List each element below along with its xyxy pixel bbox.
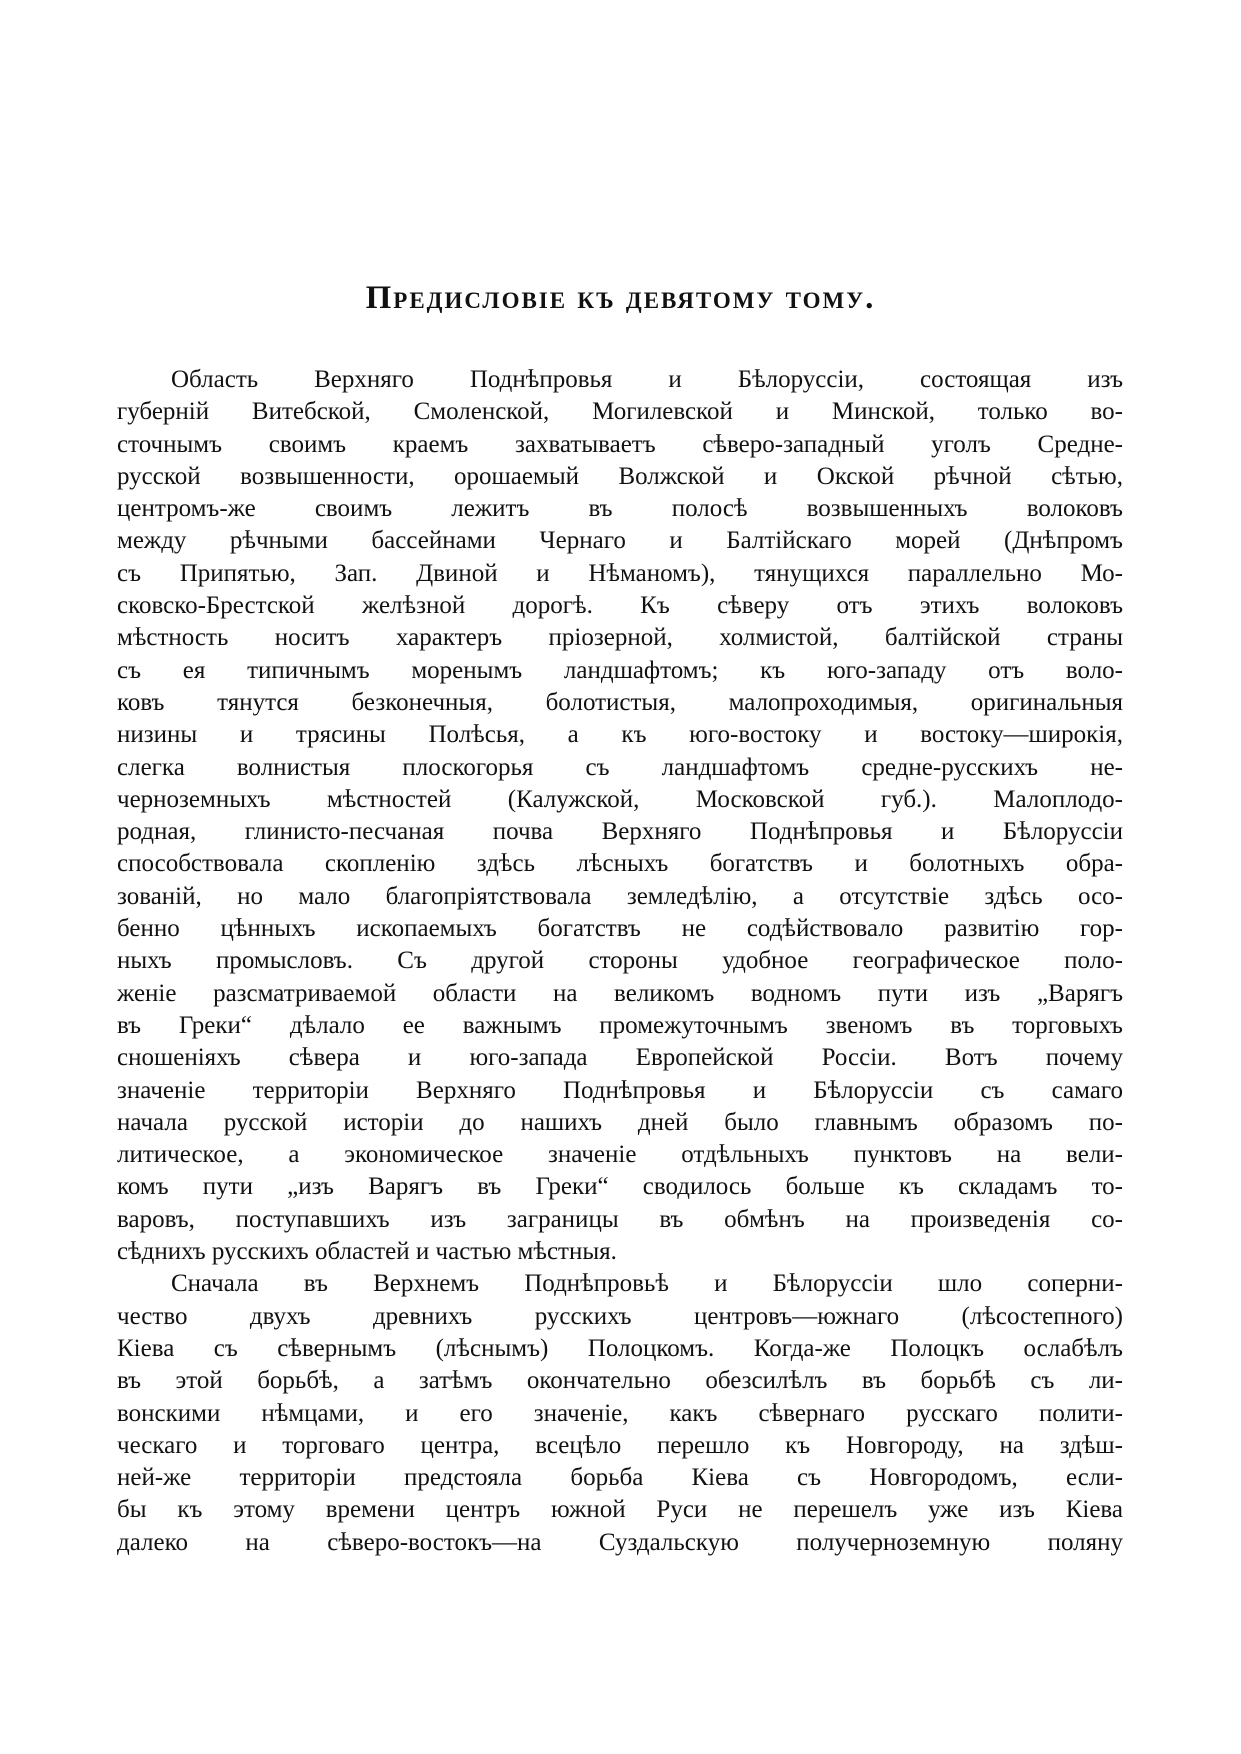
text-line: сточнымъ своимъ краемъ захватываетъ сѣверо-западный уголъ Средне- xyxy=(117,430,1123,458)
text-line: сношеніяхъ сѣвера и юго-запада Европейской Россіи. Вотъ почему xyxy=(117,1044,1123,1072)
text-line: губерній Витебской, Смоленской, Могилевской и Минской, только во- xyxy=(117,398,1123,426)
paragraph-2 xyxy=(117,1268,1123,1559)
text-line: далеко на сѣверо-востокъ—на Суздальскую получерноземную поляну xyxy=(117,1528,1123,1556)
text-line: бенно цѣнныхъ ископаемыхъ богатствъ не содѣйствовало развитію гор- xyxy=(117,915,1123,943)
body-text xyxy=(117,364,1123,1559)
text-line: зованій, но мало благопріятствовала земледѣлію, а отсутствіе здѣсь осо- xyxy=(117,882,1123,910)
text-line: центромъ-же своимъ лежитъ въ полосѣ возвышенныхъ волоковъ xyxy=(117,495,1123,523)
text-line: съ ея типичнымъ моренымъ ландшафтомъ; къ юго-западу отъ воло- xyxy=(117,656,1123,684)
text-line: бы къ этому времени центръ южной Руси не перешелъ уже изъ Кіева xyxy=(117,1496,1123,1524)
text-line: мѣстность носитъ характеръ пріозерной, холмистой, балтійской страны xyxy=(117,624,1123,652)
text-line: варовъ, поступавшихъ изъ заграницы въ обмѣнъ на произведенія со- xyxy=(117,1205,1123,1233)
text-line: чество двухъ древнихъ русскихъ центровъ—южнаго (лѣсостепного) xyxy=(117,1302,1123,1330)
text-line: сковско-Брестской желѣзной дорогѣ. Къ сѣверу отъ этихъ волоковъ xyxy=(117,592,1123,620)
text-line: вонскими нѣмцами, и его значеніе, какъ сѣвернаго русскаго полити- xyxy=(117,1399,1123,1427)
text-line: съ Припятью, Зап. Двиной и Нѣманомъ), тянущихся параллельно Мо- xyxy=(117,559,1123,587)
text-line: русской возвышенности, орошаемый Волжской и Окской рѣчной сѣтью, xyxy=(117,462,1123,490)
text-line: черноземныхъ мѣстностей (Калужской, Московской губ.). Малоплодо- xyxy=(117,785,1123,813)
text-line: значеніе территоріи Верхняго Поднѣпровья и Бѣлоруссіи съ самаго xyxy=(117,1076,1123,1104)
text-line: ней-же территоріи предстояла борьба Кіева съ Новгородомъ, если- xyxy=(117,1464,1123,1492)
page-title: Предисловіе къ девятому тому. xyxy=(365,280,876,316)
text-line: женіе разсматриваемой области на великомъ водномъ пути изъ „Варягъ xyxy=(117,979,1123,1007)
text-line: слегка волнистыя плоскогорья съ ландшафтомъ средне-русскихъ не- xyxy=(117,753,1123,781)
text-line: Сначала въ Верхнемъ Поднѣпровьѣ и Бѣлоруссіи шло соперни- xyxy=(171,1270,1123,1298)
text-line: Кіева съ сѣвернымъ (лѣснымъ) Полоцкомъ. Когда-же Полоцкъ ослабѣлъ xyxy=(117,1334,1123,1362)
text-line: ныхъ промысловъ. Съ другой стороны удобное географическое поло- xyxy=(117,947,1123,975)
text-line: ческаго и торговаго центра, всецѣло перешло къ Новгороду, на здѣш- xyxy=(117,1431,1123,1459)
text-line: между рѣчными бассейнами Чернаго и Балтійскаго морей (Днѣпромъ xyxy=(117,527,1123,555)
text-line: въ Греки“ дѣлало ее важнымъ промежуточнымъ звеномъ въ торговыхъ xyxy=(117,1011,1123,1039)
text-line: сѣднихъ русскихъ областей и частью мѣстныя. xyxy=(117,1238,617,1266)
text-line: ковъ тянутся безконечныя, болотистыя, малопроходимыя, оригинальныя xyxy=(117,688,1123,716)
text-line: начала русской исторіи до нашихъ дней было главнымъ образомъ по- xyxy=(117,1108,1123,1136)
text-line: способствовала скопленію здѣсь лѣсныхъ богатствъ и болотныхъ обра- xyxy=(117,850,1123,878)
text-line: комъ пути „изъ Варягъ въ Греки“ сводилось больше къ складамъ то- xyxy=(117,1173,1123,1201)
text-line: Область Верхняго Поднѣпровья и Бѣлоруссіи, состоящая изъ xyxy=(171,366,1123,393)
text-line: литическое, а экономическое значеніе отдѣльныхъ пунктовъ на вели- xyxy=(117,1141,1123,1169)
text-line: въ этой борьбѣ, а затѣмъ окончательно обезсилѣлъ въ борьбѣ съ ли- xyxy=(117,1367,1123,1395)
text-line: родная, глинисто-песчаная почва Верхняго Поднѣпровья и Бѣлоруссіи xyxy=(117,818,1123,846)
paragraph-1 xyxy=(117,364,1123,1268)
text-line: низины и трясины Полѣсья, а къ юго-востоку и востоку—широкія, xyxy=(117,721,1123,749)
